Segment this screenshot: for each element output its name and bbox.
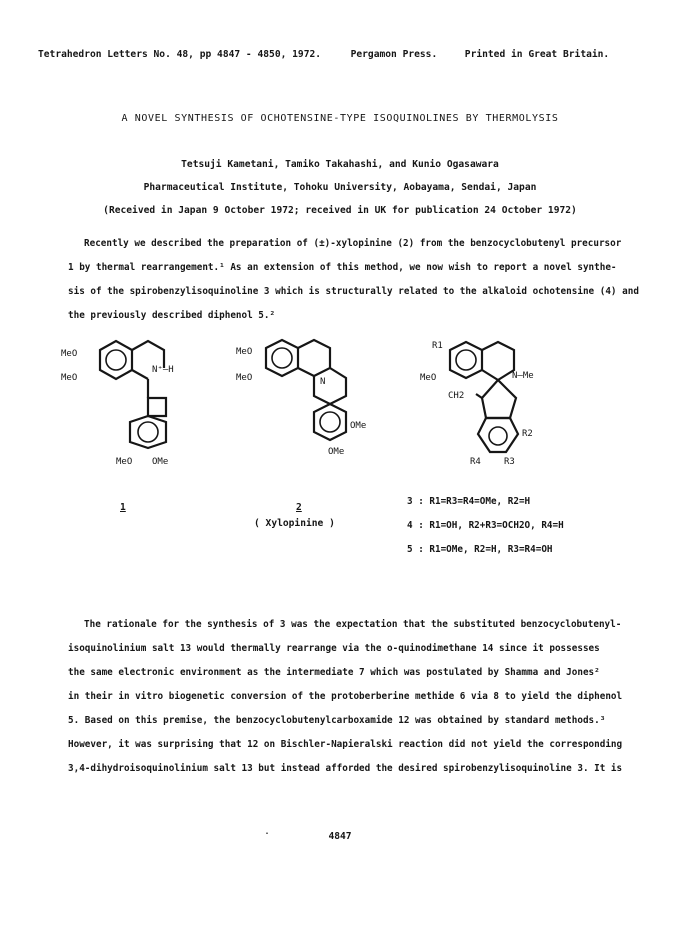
journal-header bbox=[38, 49, 609, 60]
label-meo: MeO bbox=[236, 373, 253, 383]
text-line: 3,4-dihydroisoquinolinium salt 13 but instead afforded the desired spirobenzylisoquinoline 3. It is bbox=[68, 763, 623, 774]
label-meo: MeO bbox=[420, 373, 437, 383]
affiliation: Pharmaceutical Institute, Tohoku University, Aobayama, Sendai, Japan bbox=[143, 182, 537, 193]
structure-3-diagram bbox=[420, 340, 590, 475]
article-title: A NOVEL SYNTHESIS OF OCHOTENSINE-TYPE ISOQUINOLINES BY THERMOLYSIS bbox=[121, 113, 559, 124]
label-ome: OMe bbox=[152, 457, 169, 467]
page-number: 4847 bbox=[328, 831, 352, 842]
text-line: 1 by thermal rearrangement.¹ As an extension of this method, we now wish to report a novel synthe- bbox=[68, 262, 617, 273]
text-line: The rationale for the synthesis of 3 was the expectation that the substituted benzocyclobutenyl- bbox=[84, 619, 622, 630]
label-meo: MeO bbox=[116, 457, 133, 467]
structure-1-diagram bbox=[60, 340, 210, 475]
label-meo: MeO bbox=[236, 347, 253, 357]
definition-5: 5 : R1=OMe, R2=H, R3=R4=OH bbox=[407, 544, 553, 555]
printed-in: Printed in Great Britain. bbox=[464, 49, 610, 60]
compound-name-xylopinine: ( Xylopinine ) bbox=[254, 518, 335, 529]
received-dates: (Received in Japan 9 October 1972; received in UK for publication 24 October 1972) bbox=[103, 205, 577, 216]
publisher: Pergamon Press. bbox=[350, 49, 438, 60]
text-line: However, it was surprising that 12 on Bischler-Napieralski reaction did not yield the corresponding bbox=[68, 739, 623, 750]
label-ch2: CH2 bbox=[448, 391, 465, 401]
text-line: sis of the spirobenzylisoquinoline 3 which is structurally related to the alkaloid ochotensine (4) and bbox=[68, 286, 639, 297]
text-line: isoquinolinium salt 13 would thermally rearrange via the o-quinodimethane 14 since it possesses bbox=[68, 643, 600, 654]
definition-4: 4 : R1=OH, R2+R3=OCH2O, R4=H bbox=[407, 520, 564, 531]
text-line: 5. Based on this premise, the benzocyclobutenylcarboxamide 12 was obtained by standard methods.³ bbox=[68, 715, 606, 726]
label-ome: OMe bbox=[328, 447, 345, 457]
label-n: N bbox=[320, 377, 326, 387]
text-line: the previously described diphenol 5.² bbox=[68, 310, 276, 321]
label-n-me: N–Me bbox=[512, 371, 534, 381]
intro-paragraph bbox=[68, 232, 639, 328]
label-r4: R4 bbox=[470, 457, 481, 467]
text-line: in their in vitro biogenetic conversion of the protoberberine methide 6 via 8 to yield the diphenol bbox=[68, 691, 623, 702]
footer-mark: . bbox=[264, 826, 271, 837]
label-r3: R3 bbox=[504, 457, 515, 467]
label-meo: MeO bbox=[61, 373, 78, 383]
text-line: Recently we described the preparation of (±)-xylopinine (2) from the benzocyclobutenyl precursor bbox=[84, 238, 622, 249]
label-r1: R1 bbox=[432, 341, 443, 351]
label-r2: R2 bbox=[522, 429, 533, 439]
substituent-definitions bbox=[407, 490, 564, 562]
text-line: the same electronic environment as the intermediate 7 which was postulated by Shamma and Jones² bbox=[68, 667, 600, 678]
definition-3: 3 : R1=R3=R4=OMe, R2=H bbox=[407, 496, 531, 507]
authors: Tetsuji Kametani, Tamiko Takahashi, and Kunio Ogasawara bbox=[181, 159, 499, 170]
label-nh: N⁺–H bbox=[152, 365, 174, 375]
label-meo: MeO bbox=[61, 349, 78, 359]
label-ome: OMe bbox=[350, 421, 367, 431]
rationale-paragraph bbox=[68, 613, 628, 781]
compound-label-2: 2 bbox=[296, 502, 302, 513]
journal-citation: Tetrahedron Letters No. 48, pp 4847 - 4850, 1972. bbox=[38, 49, 322, 60]
structure-2-diagram bbox=[236, 340, 386, 460]
compound-label-1: 1 bbox=[120, 502, 126, 513]
